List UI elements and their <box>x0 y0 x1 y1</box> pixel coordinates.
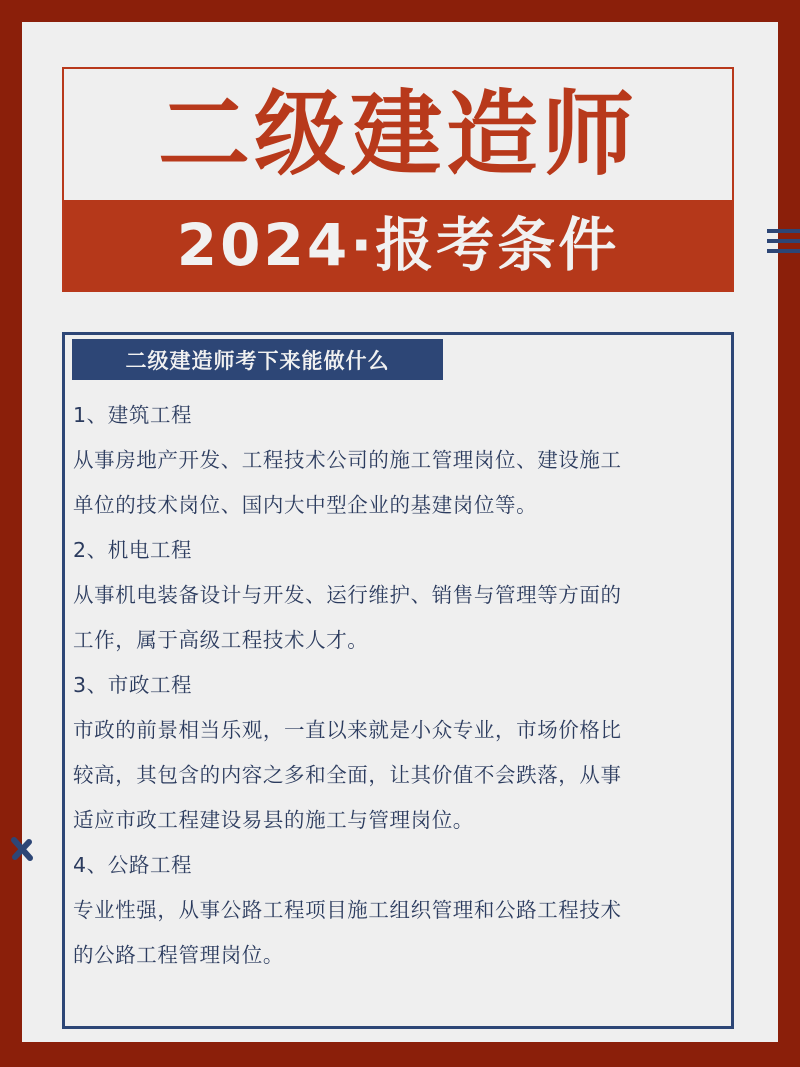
body-line: 工作，属于高级工程技术人才。 <box>73 628 369 652</box>
section-heading: 2、机电工程 <box>73 538 193 562</box>
three-lines-decoration-icon <box>767 229 800 254</box>
body-line: 从事机电装备设计与开发、运行维护、销售与管理等方面的 <box>73 583 622 607</box>
section-heading: 4、公路工程 <box>73 853 193 877</box>
x-mark-decoration-icon <box>9 836 35 862</box>
body-line: 较高，其包含的内容之多和全面，让其价值不会跌落，从事 <box>73 763 622 787</box>
section-header: 二级建造师考下来能做什么 <box>125 348 390 373</box>
subtitle-band <box>64 200 732 290</box>
body-line: 市政的前景相当乐观，一直以来就是小众专业，市场价格比 <box>73 718 622 742</box>
body-line: 专业性强，从事公路工程项目施工组织管理和公路工程技术 <box>73 898 622 922</box>
section-heading: 3、市政工程 <box>73 673 193 697</box>
body-text <box>73 393 725 978</box>
body-line: 从事房地产开发、工程技术公司的施工管理岗位、建设施工 <box>73 448 622 472</box>
title-top-section <box>64 69 732 200</box>
section-header-bar <box>72 339 443 380</box>
body-line: 适应市政工程建设易县的施工与管理岗位。 <box>73 808 474 832</box>
body-line: 的公路工程管理岗位。 <box>73 943 284 967</box>
title-box <box>62 67 734 292</box>
poster-title: 二级建造师 <box>157 80 638 188</box>
body-line: 单位的技术岗位、国内大中型企业的基建岗位等。 <box>73 493 538 517</box>
poster-subtitle: 2024·报考条件 <box>176 211 620 279</box>
content-box <box>62 332 734 1029</box>
section-heading: 1、建筑工程 <box>73 403 193 427</box>
